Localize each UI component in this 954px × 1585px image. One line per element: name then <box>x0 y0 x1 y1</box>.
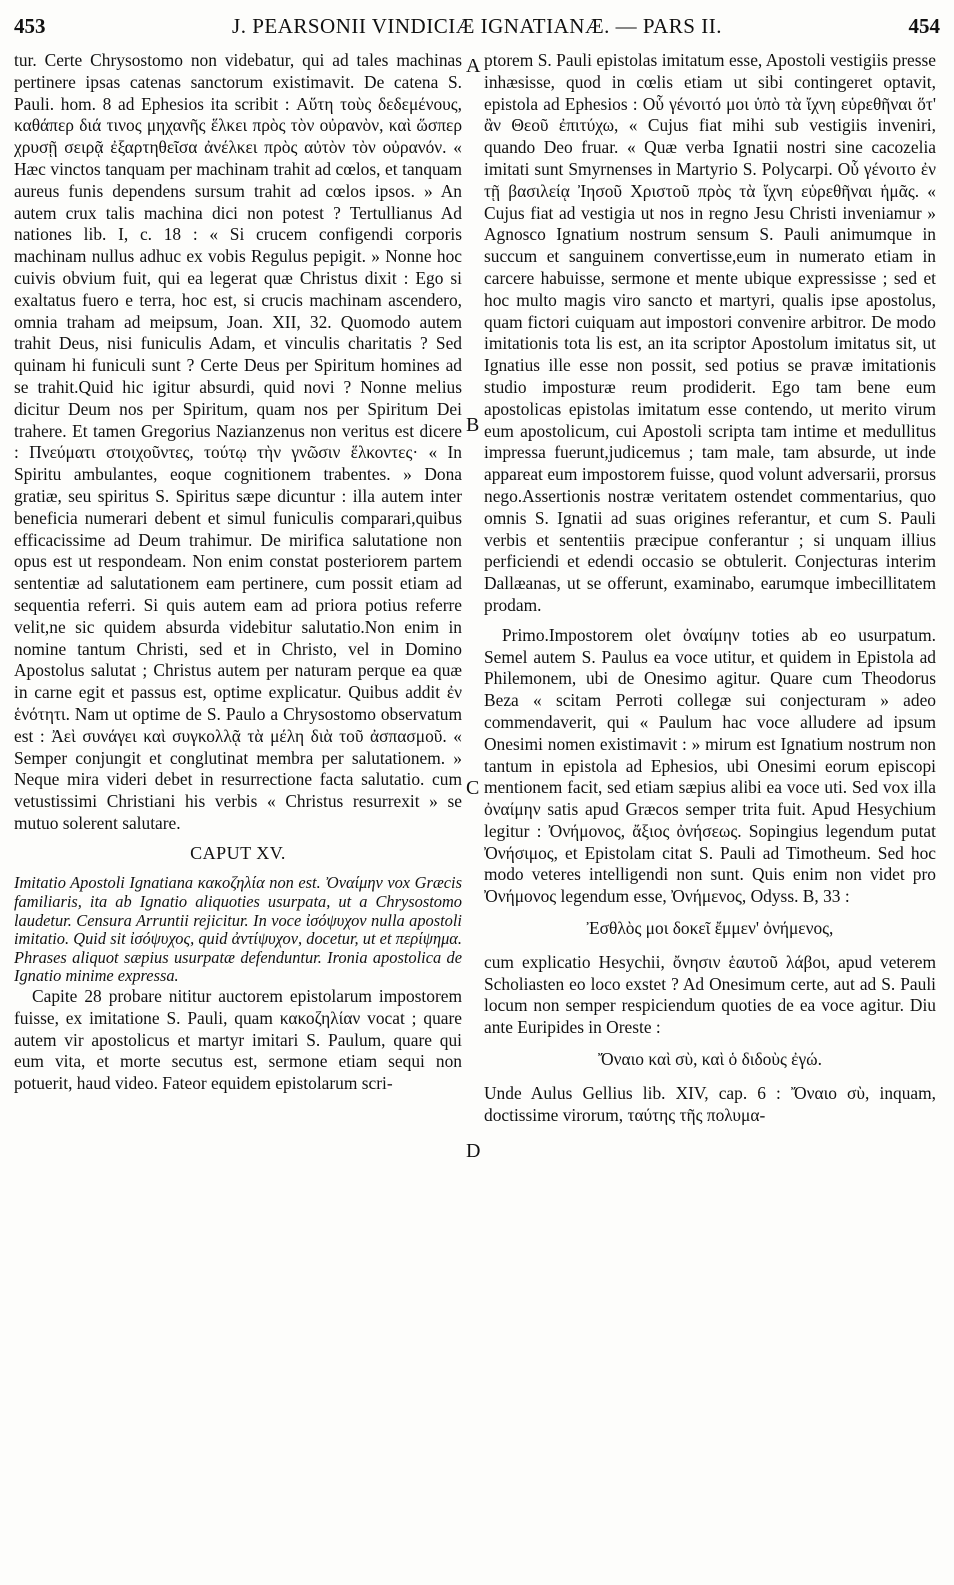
right-paragraph-1: ptorem S. Pauli epistolas imitatum esse, Apostoli vestigiis presse inhæsisse, quod in cœlis etiam ut sibi contingeret optavit, epistola ad Ephesios : Οὗ γένοιτό μοι ὑπὸ τὰ ἴχνη εὑρεθῆναι ὅτ' ἂν Θεοῦ ἐπιτύχω, « Cujus fiat mihi sub vestigiis inveniri, quando Deo fruar. « Quæ verba Ignatii nostri sine cacozelia imitati sunt Smyrnenses in Martyrio S. Polycarpi. Οὗ γένοιτο ἐν τῇ βασιλείᾳ Ἰησοῦ Χριστοῦ πρὸς τὰ ἴχνη εὑρεθῆναι ἡμᾶς. « Cujus fiat ad vestigia ut nos in regno Jesu Christi inveniamur » Agnosco Ignatium nostrum sensum S. Pauli animumque in succum et sanguinem convertisse,eum in numerato etiam in carcere habuisse, sermone et mente ubique expressisse ; sed et hoc multo magis viro sancto et martyri, qualis ipse apostolus, quam fictori cuiquam aut impostori convenire arbitror. De modo imitationis tota lis est, an ita scriptor Apostolum imitatus sit, ut Ignatius ille esse non possit, sed potius se pravæ imitationis studio imposturæ reum prodiderit. Ego tam bene eum apostolicas epistolas imitatum esse contendo, ut merito virum eum apostolicum, cui Apostoli scripta tam intime et medullitus impressa fuerunt,judicemus ; tam male, tam absurde, ut inde appareat eum impostorem fuisse, quod volunt adversarii, prorsus nego.Assertionis nostræ veritatem ostendet commentarius, quo omnis S. Ignatii ad suas origines referantur, et cum S. Pauli verbis et sententiis præcipue conferantur ; si unquam illius perficiendi et edendi occasio se obtulerit. Conjecturas interim Dallæanas, ut se offerunt, examinabo, earumque imbecillitatem prodam. <box>484 50 936 615</box>
margin-letter-b: B <box>466 414 480 436</box>
margin-letter-d: D <box>466 1140 481 1162</box>
page-header <box>0 14 954 42</box>
left-paragraph-2: Capite 28 probare nititur auctorem epistolarum impostorem fuisse, ex imitatione S. Pauli, quam κακοζηλίαν vocat ; quare autem vir apostolicus et martyr imitari S. Paulum, quare qui eum vita, et morte secutus est, sermone etiam sequi non potuerit, haud video. Fateor equidem epistolarum scri- <box>14 986 462 1094</box>
verse-quote-2: Ὄναιο καὶ σὺ, καὶ ὁ διδοὺς ἐγώ. <box>598 1049 822 1070</box>
chapter-title: CAPUT XV. <box>190 842 286 863</box>
right-paragraph-4: Unde Aulus Gellius lib. XIV, cap. 6 : Ὄναιο σὺ, inquam, doctissime virorum, ταύτης τῆς πολυμα- <box>484 1082 936 1125</box>
page-number-right: 454 <box>908 14 940 38</box>
verse-quote-1: Ἐσθλὸς μοι δοκεῖ ἔμμεν' ὀνήμενος, <box>586 918 834 939</box>
page-number-left: 453 <box>14 14 46 38</box>
margin-letter-a: A <box>466 55 481 77</box>
right-paragraph-3: cum explicatio Hesychii, ὄνησιν ἑαυτοῦ λάβοι, apud veterem Scholiasten eo loco exstet ? Ad Onesimum certe, aut ad S. Pauli locum non semper respiciendum quoties de ea voce agitur. Diu ante Euripides in Oreste : <box>484 951 936 1038</box>
left-column <box>14 50 462 1095</box>
right-column <box>484 50 936 1126</box>
running-title: J. PEARSONII VINDICIÆ IGNATIANÆ. — PARS II. <box>232 14 722 38</box>
left-paragraph-1: tur. Certe Chrysostomo non videbatur, qui ad tales machinas pertinere ipsas catenas sanctorum existimavit. De catena S. Pauli. hom. 8 ad Ephesios ita scribit : Αὕτη τοὺς δεδεμένους, καθάπερ διά τινος μηχανῆς ἕλκει πρὸς τὸν οὐρανὸν, καὶ ὥσπερ χρυσῇ σειρᾷ ἐξαρτηθεῖσα ἀνέλκει πρὸς αὐτὸν τὸν οὐρανόν. « Hæc vinctos tanquam per machinam trahit ad cœlos, et tanquam aureus funis dependens sursum trahit ad cœlos ipsos. » An autem crux talis machina dici non potest ? Tertullianus Ad nationes lib. I, c. 18 : « Si crucem configendi corporis machinam nullus adhuc ex vobis Regulus pepigit. » Nonne hoc cuivis obvium fuit, qui ea legerat quæ Christus dixit : Ego si exaltatus fuero e terra, hoc est, si crucis machinam ascendero, omnia traham ad meipsum, Joan. XII, 32. Quomodo autem trahit Deus, nisi funiculis Adam, et vinculis charitatis ? Sed quinam hi funiculi sunt ? Certe Deus per Spiritum homines ad se trahit.Quid hic igitur absurdi, quid novi ? Nonne melius dicitur Deum nos per Spiritum, quam nos per Spiritum Dei trahere. Et tamen Gregorius Nazianzenus non veritus est dicere : Πνεύματι στοιχοῦντες, τούτῳ τὴν γνῶσιν ἕλκοντες· « In Spiritu ambulantes, eoque cognitionem trabentes. » Dona gratiæ, seu spiritus S. Spiritus sæpe dicuntur : illa autem inter beneficia numerari debent et simul funiculis comparari,quibus efficacissime ad Deum trahimur. De mirifica salutatione non opus est ut respondeam. Non enim constat posteriorem partem sententiæ ad salutationem eam pertinere, cum possit etiam ad sequentia referri. Si quis autem eam ad priora potius referre velit,ne sic quidem absurda videbitur salutatio.Non enim in nomine tantum Christi, sed et in Christo, vel in Domino Apostolus salutat ; Christus autem per naturam perque ea quæ in carne egit et passus est, optime explicatur. Quibus addit ἐν ἑνότητι. Nam ut optime de S. Paulo a Chrysostomo observatum est : Ἀεὶ συνάγει καὶ συγκολλᾷ τὰ μέλη διὰ τοῦ ἀσπασμοῦ. « Semper conjungit et conglutinat membra per salutationem. » Neque mira videri debet in resurrectione facta salutatio. cum vetustissimi Christiani his verbis « Christus resurrexit » se mutuo solerent salutare. <box>14 50 462 833</box>
chapter-summary: Imitatio Apostoli Ignatiana κακοζηλία non est. Ὀναίμην vox Græcis familiaris, ita ab Ignatio aliquoties usurpata, ut a Chrysostomo laudetur. Censura Arruntii rejicitur. In voce ἰσόψυχον nulla apostoli imitatio. Quid sit ἰσόψυχος, quid ἀντίψυχον, docetur, ut et περίψημα. Phrases aliquot sæpius usurpatæ defenduntur. Ironia apostolica de Ignatio minime expressa. <box>14 873 462 986</box>
margin-letter-c: C <box>466 777 480 799</box>
right-paragraph-2: Primo.Impostorem olet ὀναίμην toties ab eo usurpatum. Semel autem S. Paulus ea voce utitur, et quidem in Epistola ad Philemonem, ubi de Onesimo agitur. Quare cum Theodorus Beza « scitam Perroti collegæ sui conjecturam » adeo commendaverit, qui « Paulum hac voce alludere ad ipsum Onesimi nomen existimavit : » mirum est Ignatium nostrum non tantum in epistola ad Ephesios, ubi Onesimi eorum episcopi mentionem facit, sed etiam sæpius alibi ea voce uti. Sed vox illa ὀναίμην satis apud Græcos semper trita fuit. Apud Hesychium legitur : Ὀνήμονος, ἄξιος ὀνήσεως. Sopingius legendum putat Ὀνήσιμος, et Epistolam citat S. Pauli ad Timotheum. Sed hoc modo veteres intelligendi non sunt. Quis enim non videt pro Ὀνήμονος legendum esse, Ὀνήμενος, Odyss. B, 33 : <box>484 624 936 907</box>
